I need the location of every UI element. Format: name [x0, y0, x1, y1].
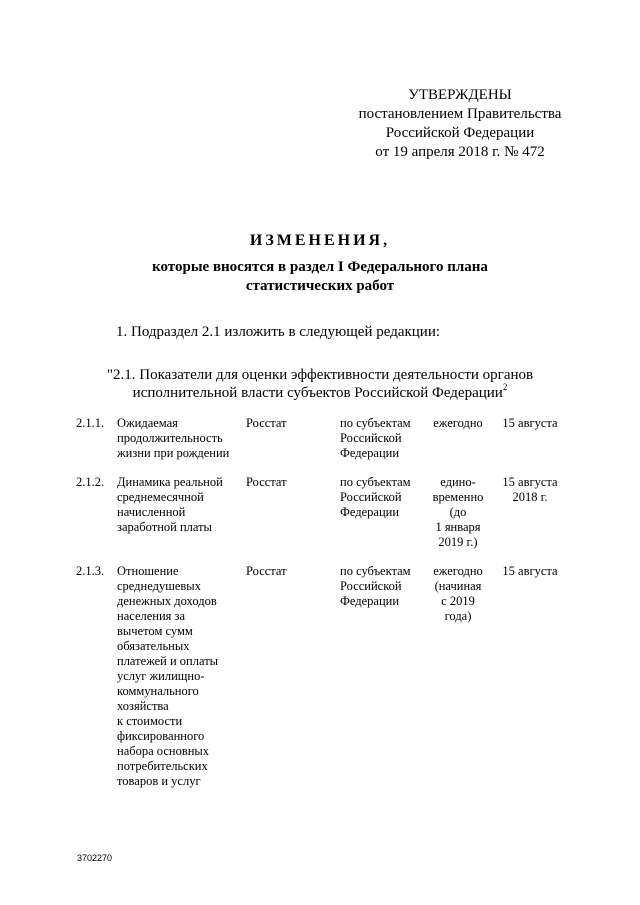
text-line: фиксированного [117, 729, 205, 743]
row-number: 2.1.3. [76, 564, 105, 578]
indicator-name [117, 475, 245, 535]
deadline [496, 416, 564, 431]
text-line: Российской [340, 579, 402, 593]
text-line: Федерации [340, 594, 400, 608]
row-number: 2.1.2. [76, 475, 105, 489]
text-line: 15 августа [502, 564, 558, 578]
text-line: среднемесячной [117, 490, 204, 504]
text-line: 1 января [435, 520, 481, 534]
text-line: к стоимости [117, 714, 183, 728]
text-line: по субъектам [340, 564, 411, 578]
row-number: 2.1.1. [76, 416, 105, 430]
text-line: потребительских [117, 759, 208, 773]
subtitle-line: статистических работ [245, 278, 395, 294]
text-line: по субъектам [340, 475, 411, 489]
text-line: Российской [340, 490, 402, 504]
text-line: денежных доходов [117, 594, 217, 608]
text-line: заработной платы [117, 520, 212, 534]
text-line: с 2019 [441, 594, 475, 608]
agency: Росстат [246, 475, 287, 489]
text-line: коммунального [117, 684, 199, 698]
section-heading [0, 366, 640, 402]
deadline [496, 475, 564, 505]
footnote-marker: 2 [502, 382, 508, 392]
text-line: (начиная [434, 579, 482, 593]
detail-level [340, 416, 420, 461]
document-code: 3702270 [77, 853, 113, 863]
approval-block [330, 86, 590, 162]
text-line: товаров и услуг [117, 774, 201, 788]
text-line: Ожидаемая [117, 416, 178, 430]
detail-level [340, 475, 420, 520]
text-line: по субъектам [340, 416, 411, 430]
text-line: обязательных [117, 639, 190, 653]
text-line: едино- [440, 475, 476, 489]
frequency [428, 564, 488, 624]
text-line: ежегодно [433, 564, 483, 578]
document-title: ИЗМЕНЕНИЯ, [249, 232, 391, 249]
text-line: Федерации [340, 505, 400, 519]
text-line: (до [449, 505, 467, 519]
text-line: Отношение [117, 564, 179, 578]
text-line: 2019 г.) [438, 535, 478, 549]
text-line: продолжительность [117, 431, 223, 445]
text-line: временно [432, 490, 484, 504]
frequency [428, 475, 488, 550]
text-line: 15 августа [502, 416, 558, 430]
text-line: платежей и оплаты [117, 654, 219, 668]
text-line: населения за [117, 609, 186, 623]
text-line: ежегодно [433, 416, 483, 430]
text-line: вычетом сумм [117, 624, 193, 638]
approval-heading: УТВЕРЖДЕНЫ [408, 87, 512, 103]
agency: Росстат [246, 564, 287, 578]
text-line: Российской [340, 431, 402, 445]
text-line: Федерации [340, 446, 400, 460]
approval-date-line: от 19 апреля 2018 г. № 472 [375, 144, 545, 160]
text-line: жизни при рождении [117, 446, 230, 460]
indicator-name [117, 416, 245, 461]
text-line: 2018 г. [512, 490, 548, 504]
paragraph-1: 1. Подраздел 2.1 изложить в следующей редакции: [116, 324, 441, 340]
approval-line: постановлением Правительства [358, 106, 562, 122]
section-heading-line [0, 384, 640, 402]
agency: Росстат [246, 416, 287, 430]
section-heading-text: исполнительной власти субъектов Российской Федерации [132, 385, 503, 401]
text-line: года) [444, 609, 472, 623]
deadline [496, 564, 564, 579]
approval-line: Российской Федерации [385, 125, 535, 141]
detail-level [340, 564, 420, 609]
indicator-name [117, 564, 245, 789]
frequency [428, 416, 488, 431]
text-line: хозяйства [117, 699, 169, 713]
text-line: 15 августа [502, 475, 558, 489]
section-heading-line: "2.1. Показатели для оценки эффективности деятельности органов [106, 367, 534, 383]
text-line: начисленной [117, 505, 186, 519]
subtitle-line: которые вносятся в раздел I Федерального плана [152, 259, 488, 275]
text-line: Динамика реальной [117, 475, 223, 489]
document-subtitle [0, 258, 640, 296]
text-line: услуг жилищно- [117, 669, 205, 683]
text-line: набора основных [117, 744, 210, 758]
text-line: среднедушевых [117, 579, 201, 593]
